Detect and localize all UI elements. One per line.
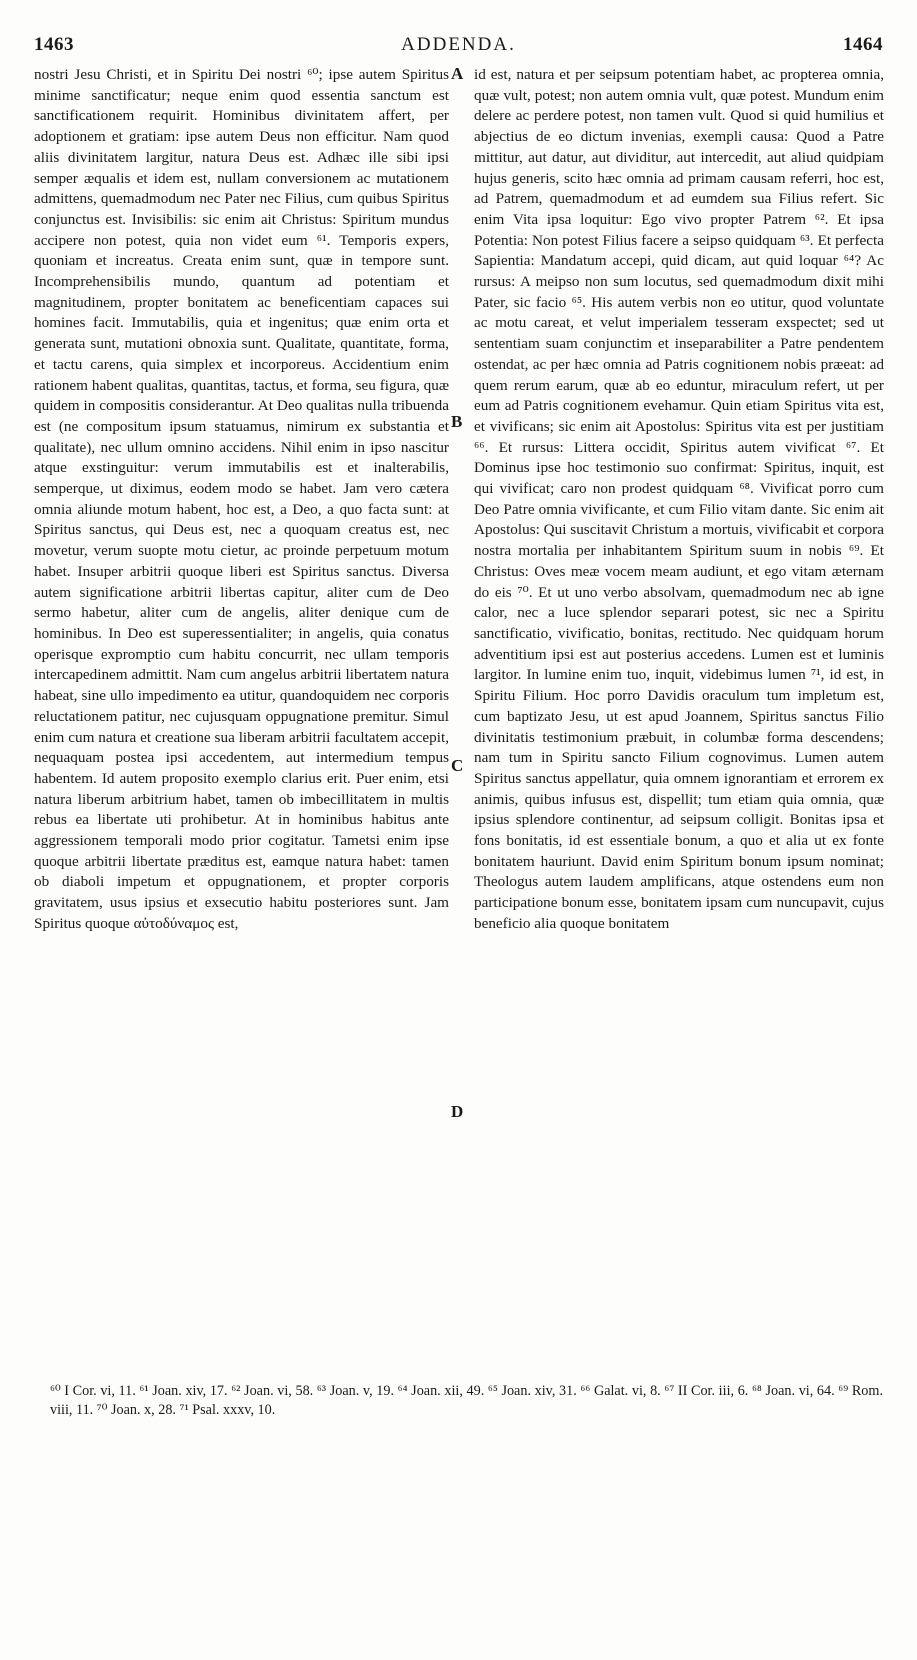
page-header	[34, 34, 883, 60]
section-marker-a: A	[451, 64, 464, 83]
left-column	[34, 65, 449, 1660]
footnote-text: ⁶⁰ I Cor. vi, 11. ⁶¹ Joan. xiv, 17. ⁶² Joan. vi, 58. ⁶³ Joan. v, 19. ⁶⁴ Joan. xii, 49. ⁶⁵ Joan. xiv, 31. ⁶⁶ Galat. vi, 8. ⁶⁷ II Cor. iii, 6. ⁶⁸ Joan. vi, 64. ⁶⁹ Rom. viii, 11. ⁷⁰ Joan. x, 28. ⁷¹ Psal. xxxv, 10.	[50, 1383, 883, 1418]
section-marker-c: C	[451, 756, 464, 775]
right-column-text: id est, natura et per seipsum potentiam habet, ac propterea omnia, quæ vult, potest; non autem omnia vult, quæ potest. Mundum enim delere ac perdere potest, non tamen vult. Quod si quid humilius et abjectius de eo dictum invenias, exempli causa: Quod a Patre mittitur, aut datur, aut dividitur, aut intercedit, aut aliud quidpiam hujus generis, scito hæc omnia ad primam causam referri, hoc est, ad Patrem, quemadmodum et ad eumdem sua Filius refert. Sic enim Vita ipsa loquitur: Ego vivo propter Patrem ⁶². Et ipsa Potentia: Non potest Filius facere a seipso quidquam ⁶³. Et perfecta Sapientia: Mandatum accepi, quid dicam, aut quid loquar ⁶⁴? Ac rursus: A meipso non sum locutus, sed quemadmodum dixit mihi Pater, sic facio ⁶⁵. His autem verbis non eo utitur, quod voluntate ac motu careat, et velut imperialem tesseram exspectet; sed ut sententiam suam conjunctim et inseparabiliter a Patre pendentem ostendat, ac per hæc omnia ad Patris cognitionem nobis præeat: ad quem rerum earum, quæ ab eo eduntur, miraculum refert, ut per eum ad Patris cognitionem evehamur. Quin etiam Spiritus vita est, et vivificans; sic enim ait Apostolus: Spiritus vita est per justitiam ⁶⁶. Et rursus: Littera occidit, Spiritus autem vivificat ⁶⁷. Et Dominus ipse hoc testimonio suo confirmat: Spiritus, inquit, est qui vivificat; caro non prodest quidquam ⁶⁸. Vivificat porro cum Deo Patre omnia vivificante, et cum Filio vitam dante. Sic enim ait Apostolus: Qui suscitavit Christum a mortuis, vivificabit et corpora nostra mortalia per inhabitantem Spiritum suum in nobis ⁶⁹. Et Christus: Oves meæ vocem meam audiunt, et ego vitam æternam do eis ⁷⁰. Et ut uno verbo absolvam, quemadmodum nec ab igne calor, nec a luce splendor separari potest, sic nec a Spiritu sanctificatio, vivificatio, bonitas, rectitudo. Nec quidquam horum adventitium ipsi est aut posterius accedens. Lumen est et luminis largitor. In lumine enim tuo, inquit, videbimus lumen ⁷¹, id est, in Spiritu Filium. Hoc porro Davidis oraculum tum impletum est, cum baptizato Jesu, ut est apud Joannem, Spiritus sanctus Filio divinitatis testimonium præbuit, in columbæ forma descendens; nam tum in Spiritu sancto Filium cognovimus. Lumen autem Spiritus sanctus appellatur, quia omnem ignorantiam et errorem ex animis, quibus infusus est, dispellit; tum etiam quia omnia, quæ ipsius splendore continentur, ad seipsum colligit. Bonitas ipsa et fons bonitatis, id est essentiale bonum, a quo et alia ut ex fonte bonitatem hauriunt. David enim Spiritum bonum ipsum nominat; Theologus autem laudem amplificans, atque ostendens eum non participatione bonum esse, bonitatem ipsam cum nuncupavit, cujus beneficio alia quoque bonitatem	[474, 66, 884, 932]
section-marker-b: B	[451, 412, 463, 431]
right-column	[474, 65, 884, 1660]
section-marker-d: D	[451, 1102, 464, 1121]
page-number-left: 1463	[34, 34, 74, 55]
running-title: ADDENDA.	[401, 34, 516, 55]
left-column-text: nostri Jesu Christi, et in Spiritu Dei nostri ⁶⁰; ipse autem Spiritus minime sanctificatur; neque enim quod essentia sanctum est sanctificationem requirit. Hominibus divinitatem affert, per adoptionem et gratiam: ipse autem Deus non efficitur. Nam quod aliis divinitatem largitur, natura Deus est. Adhæc ille sibi ipsi semper æqualis et idem est, nullam conversionem ac mutationem admittens, quemadmodum nec Pater nec Filius, cum quibus Spiritus conjunctus est. Invisibilis: sic enim ait Christus: Spiritum mundus accipere non potest, quia non videt eum ⁶¹. Temporis expers, quoniam et increatus. Creata enim sunt, quæ in tempore sunt. Incomprehensibilis mundo, quantum ad potentiam et magnitudinem, propter bonitatem ac beneficentiam capaces sui homines facit. Immutabilis, quia et ingenitus; quæ enim orta et generata sunt, mutationi obnoxia sunt. Qualitate, quantitate, forma, et tactu carens, quia simplex et incorporeus. Accidentium enim rationem habent qualitas, quantitas, tactus, et forma, seu figura, quæ quidem in compositis considerantur. At Deo qualitas nulla tribuenda est (ne compositum ipsum statuamus, nimirum ex substantia et qualitate), nec ullum omnino accidens. Nihil enim in ipso nascitur atque exstinguitur: verum immutabilis est et inalterabilis, semperque, ut diximus, eodem modo se habet. Jam vero cætera omnia aliunde motum habent, hoc est, a Deo, a quo facta sunt: at Spiritus sanctus, qui Deus est, nec a quoquam creatus est, nec movetur, verum suopte motu cietur, ac proinde perpetuum motum habet. Insuper arbitrii quoque liberi est Spiritus sanctus. Diversa autem significatione arbitrii libertas capitur, aliter cum de Deo sermo habetur, aliter cum de angelis, aliter denique cum de hominibus. In Deo est superessentialiter; in angelis, quia conatus operisque expromptio cum habitu concurrit, nec ullam temporis intercapedinem admittit. Nam cum angelus arbitrii libertatem natura habeat, sine ullo impedimento ea utitur, quandoquidem nec corporis reluctationem patitur, nec cujusquam oppugnatione premitur. Simul enim cum natura et creatione sua liberam arbitrii facultatem accepit, nequaquam postea ipsi accedentem, aut intermedium tempus habentem. Id autem proposito exemplo clarius erit. Puer enim, etsi natura liberum arbitrium habet, tamen ob imbecillitatem in multis rebus ea libertate uti prohibetur. At in hominibus habitus ante aggressionem temporali modo prior cogitatur. Tametsi enim ipse quoque arbitrii libertate præditus est, eamque natura habet: tamen ob diaboli impetum et oppugnationem, et propter corporis gravitatem, usus ipsius et exsecutio habitu posteriores sunt. Jam Spiritus quoque αὐτοδύναμος est,	[34, 66, 449, 932]
page-number-right: 1464	[843, 34, 883, 55]
footnotes	[50, 1382, 883, 1420]
